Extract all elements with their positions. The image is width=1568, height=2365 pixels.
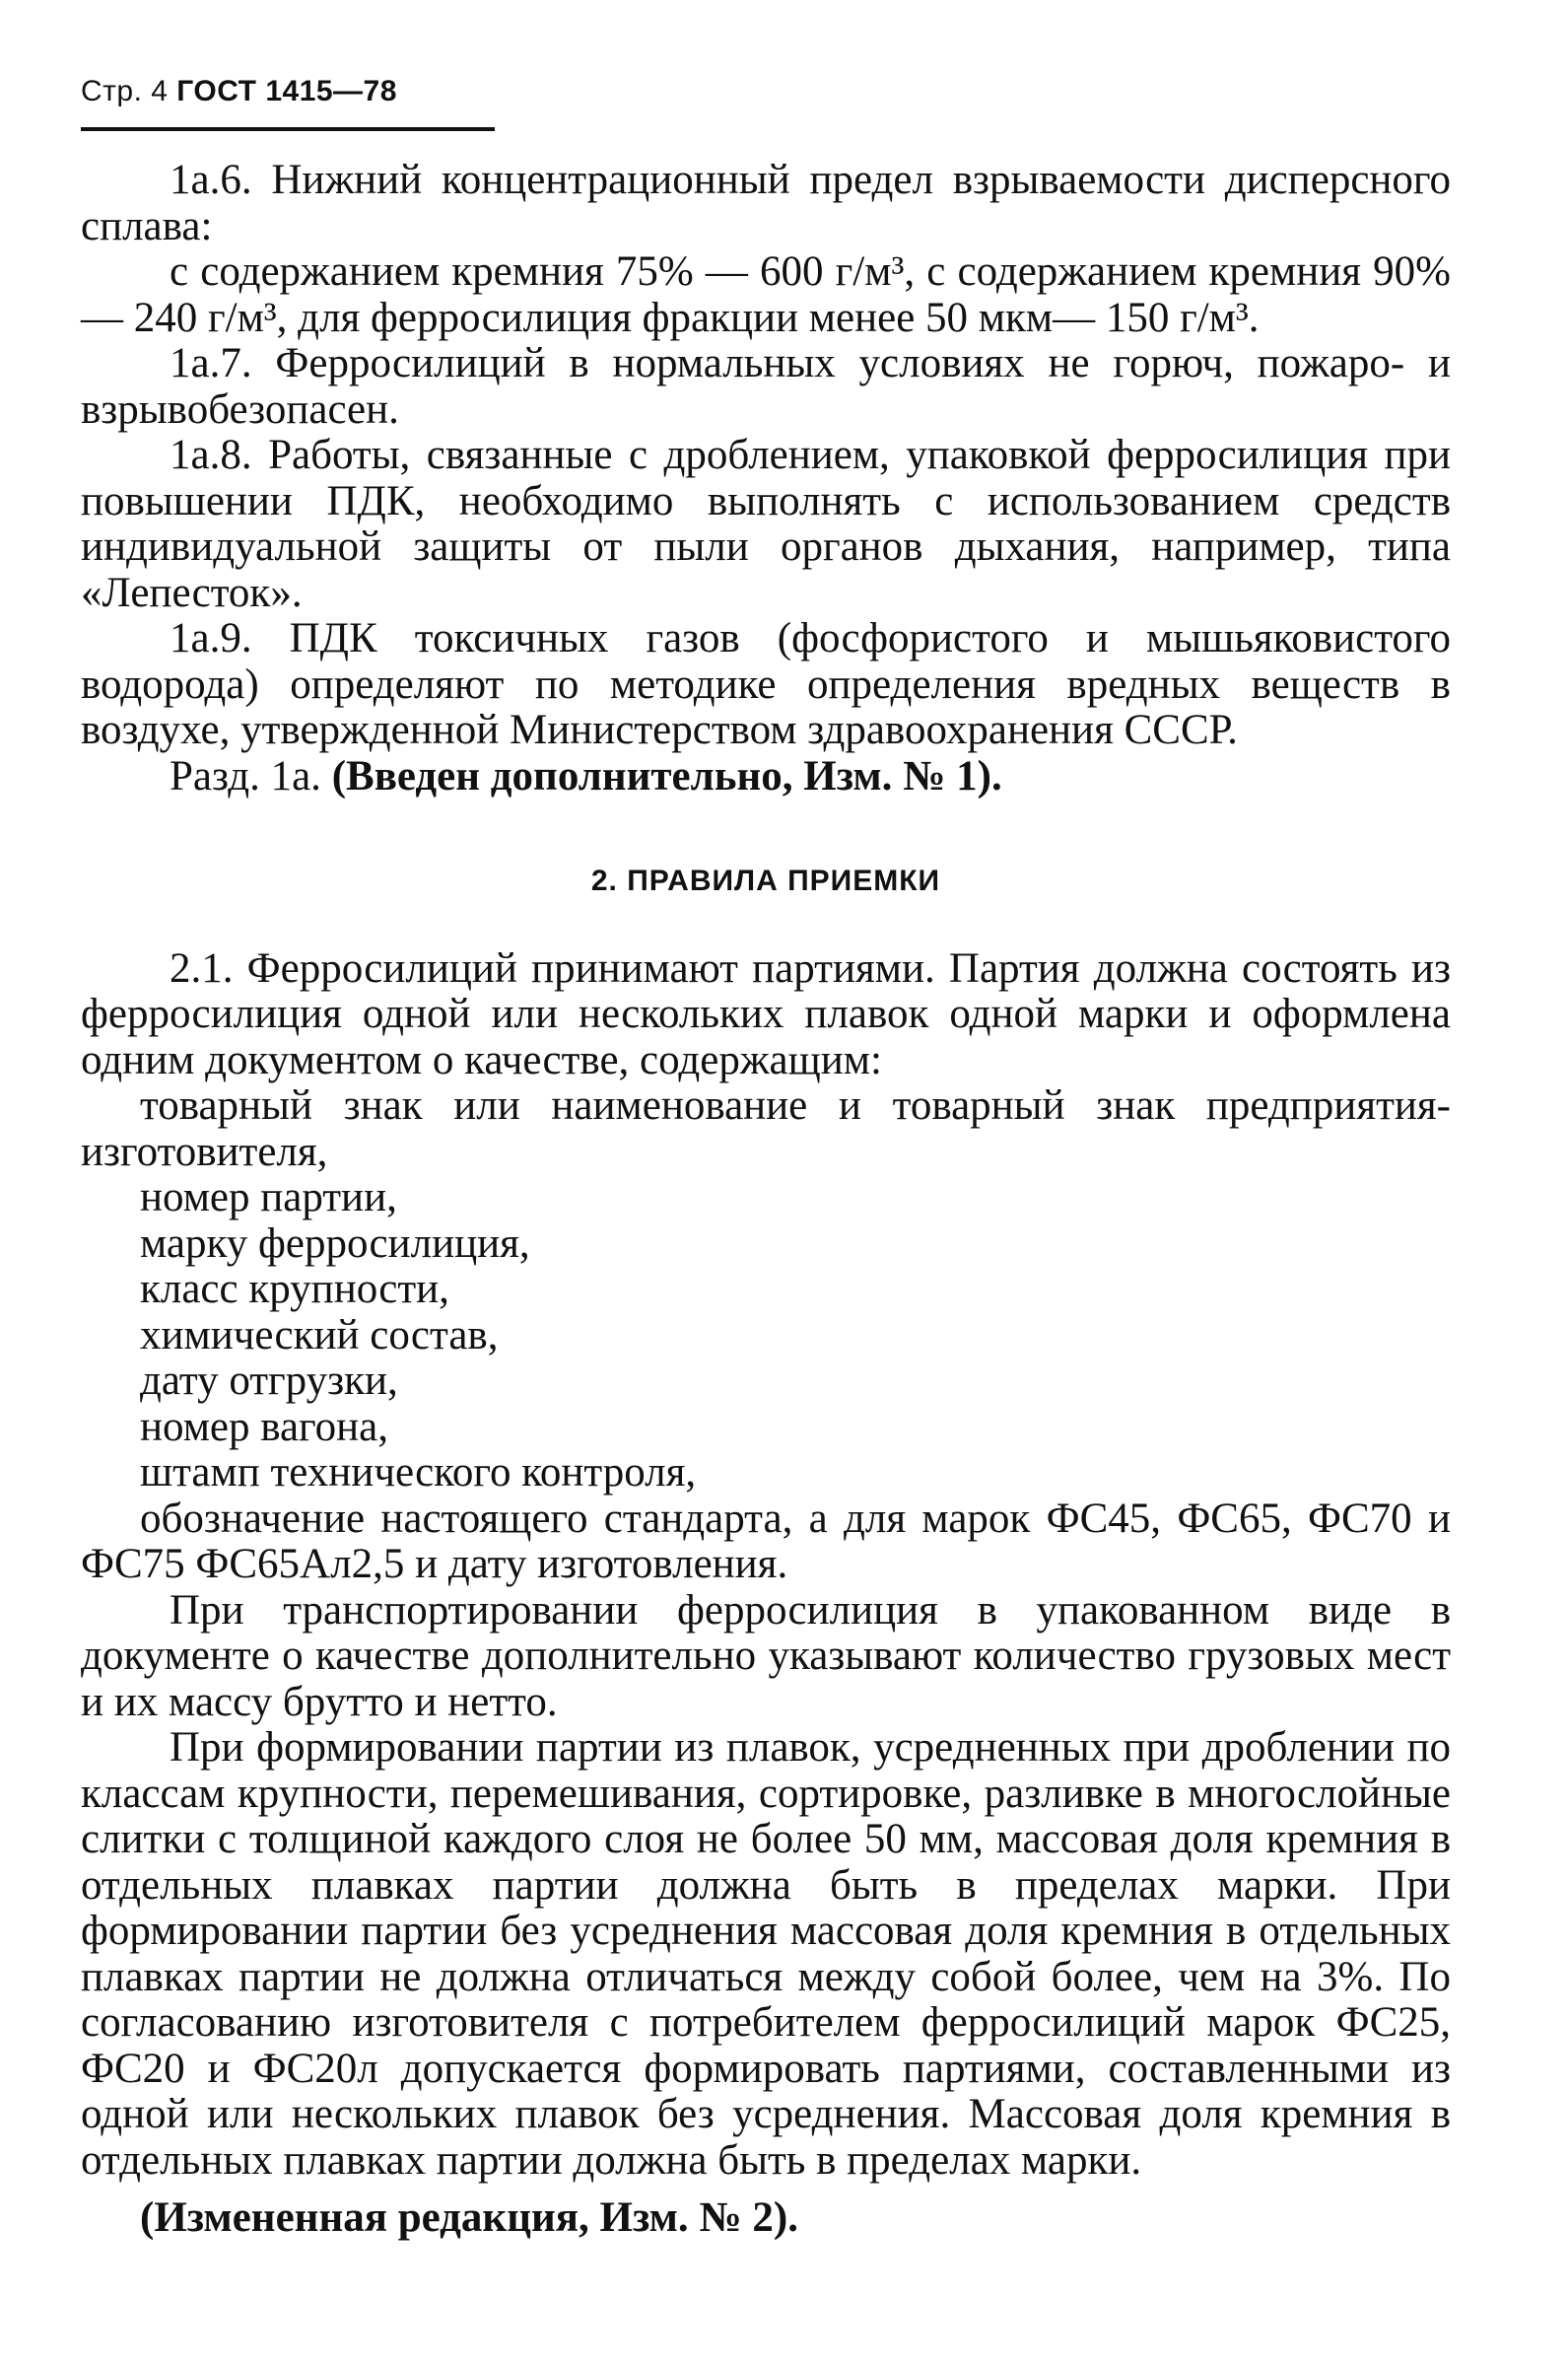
paragraph-batch-forming: При формировании партии из плавок, усредненных при дроблении по классам крупности, перемешивания, сортировке, разливке в многослойные слитки с толщиной каждого слоя не более 50 мм, массовая доля кремния в отдельных плавках партии должна быть в пределах марки. При формировании партии без усреднения массовая доля кремния в отдельных плавках партии не должна отличаться между собой более, чем на 3%. По согласованию изготовителя с потребителем ферросилиций марок ФС25, ФС20 и ФС20л допускается формировать партиями, составленными из одной или нескольких плавок без усреднения. Массовая доля кремния в отдельных плавках партии должна быть в пределах марки.	[81, 1724, 1451, 2184]
list-item: марку ферросилиция,	[140, 1219, 530, 1267]
list-item: дату отгрузки,	[140, 1357, 398, 1404]
section-title: 2. ПРАВИЛА ПРИЕМКИ	[590, 865, 941, 897]
paragraph-1a6: 1а.6. Нижний концентрационный предел взрываемости дисперсного сплава:	[81, 157, 1451, 249]
list-item: химический состав,	[140, 1311, 499, 1358]
standard-code: ГОСТ 1415—78	[176, 75, 397, 107]
paragraph-2-1: 2.1. Ферросилиций принимают партиями. Партия должна состоять из ферросилиция одной или нескольких плавок одной марки и оформлена одним документом о качестве, содержащим:	[81, 944, 1451, 1083]
paragraph-1a8: 1а.8. Работы, связанные с дроблением, упаковкой ферросилиция при повышении ПДК, необходимо выполнять с использованием средств индивидуальной защиты от пыли органов дыхания, например, типа «Лепесток».	[81, 432, 1451, 616]
list-item: обозначение настоящего стандарта, а для марок ФС45, ФС65, ФС70 и ФС75 ФС65Ал2,5 и дату изготовления.	[81, 1495, 1451, 1587]
page-number: Стр. 4	[81, 75, 169, 107]
list-item: штамп технического контроля,	[140, 1449, 697, 1496]
paragraph-transport: При транспортировании ферросилиция в упакованном виде в документе о качестве дополнительно указывают количество грузовых мест и их массу брутто и нетто.	[81, 1586, 1451, 1725]
header-rule	[81, 127, 495, 131]
note-bold: (Введен дополнительно, Изм. № 1).	[331, 752, 1002, 800]
document-body	[81, 158, 1451, 2242]
list-item: товарный знак или наименование и товарный знак предприятия-изготовителя,	[81, 1082, 1451, 1175]
page-header	[81, 75, 397, 108]
list-item: класс крупности,	[140, 1266, 449, 1312]
amendment-note: (Измененная редакция, Изм. № 2).	[140, 2194, 798, 2241]
list-item: номер вагона,	[140, 1403, 388, 1450]
paragraph-1a7: 1а.7. Ферросилиций в нормальных условиях не горюч, пожаро- и взрывобезопасен.	[81, 340, 1451, 433]
note-prefix: Разд. 1а.	[170, 752, 321, 800]
paragraph-1a9: 1а.9. ПДК токсичных газов (фосфористого и мышьяковистого водорода) определяют по методике определения вредных веществ в воздухе, утвержденной Министерством здравоохранения СССР.	[81, 615, 1451, 753]
list-item: номер партии,	[140, 1174, 397, 1220]
section-1a-note	[81, 754, 1451, 800]
paragraph-1a6-detail: с содержанием кремния 75% — 600 г/м³, с содержанием кремния 90% — 240 г/м³, для ферросилиция фракции менее 50 мкм— 150 г/м³.	[81, 248, 1451, 341]
